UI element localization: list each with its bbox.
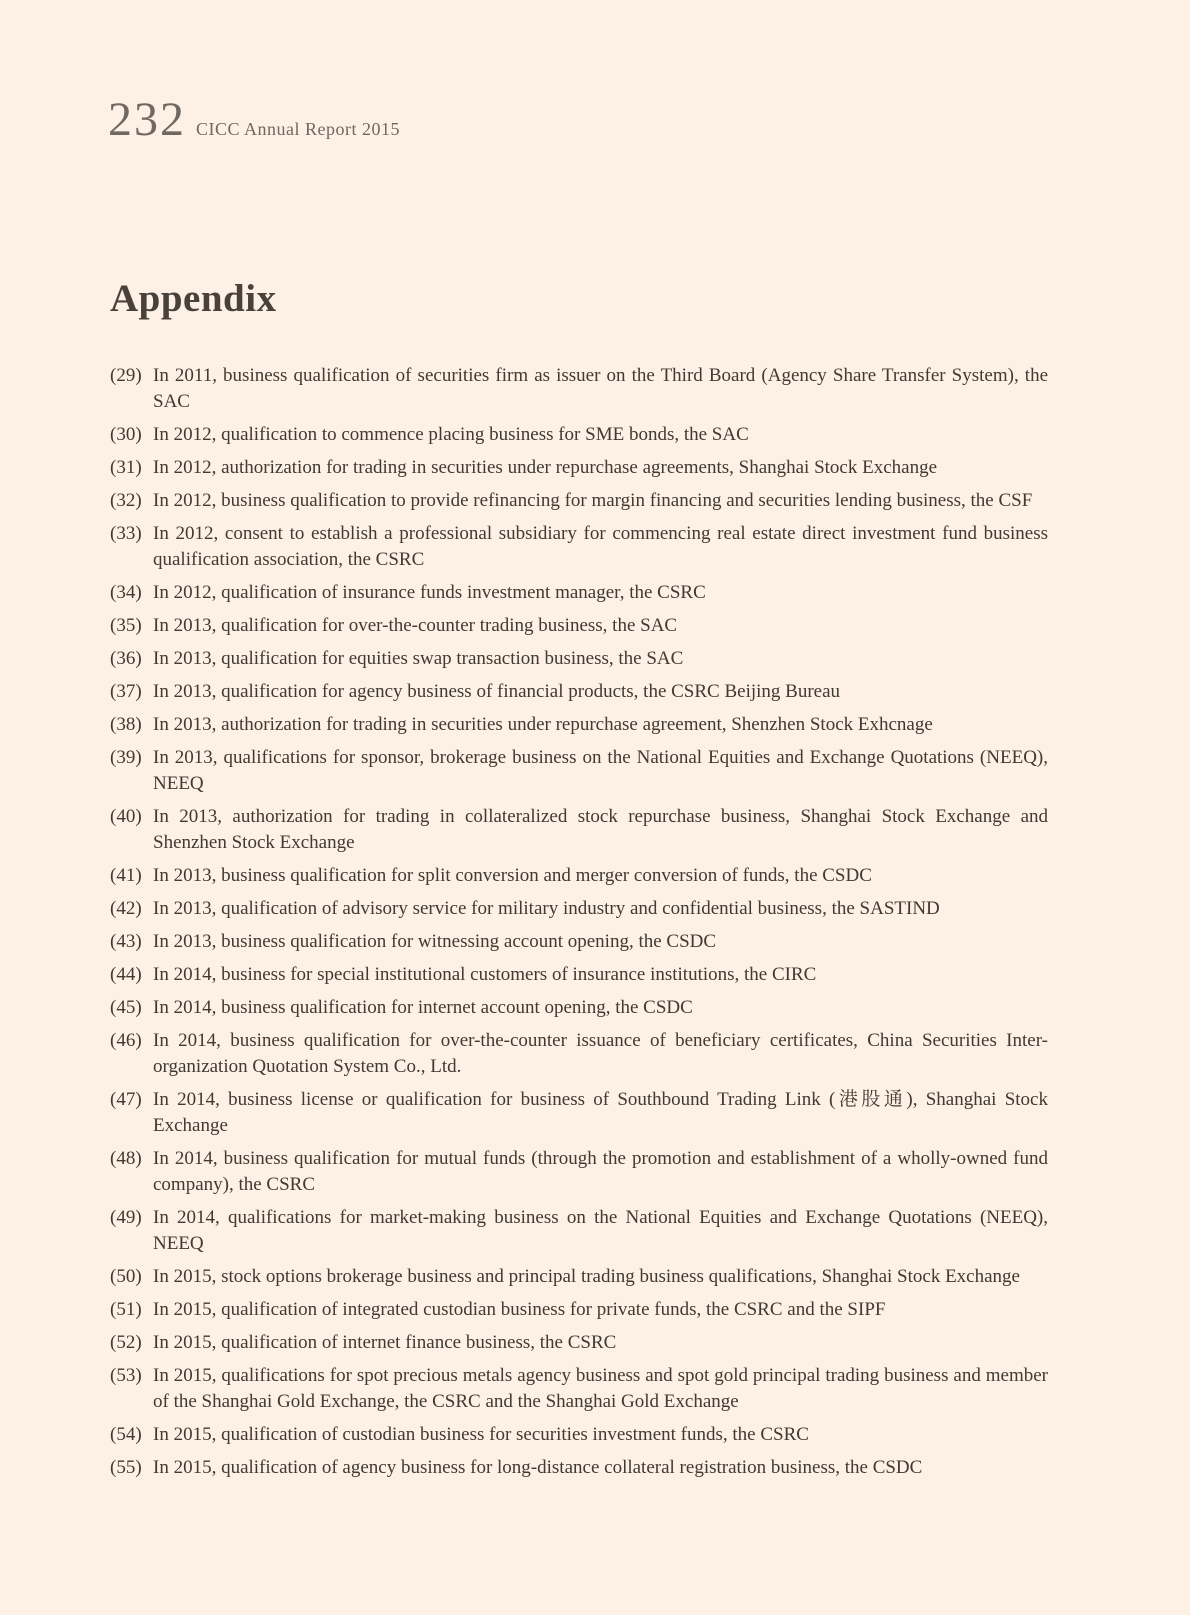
list-item (110, 1330, 1048, 1356)
list-item (110, 422, 1048, 448)
item-text: In 2013, qualification for over-the-counter trading business, the SAC (153, 615, 678, 636)
list-item (110, 962, 1048, 988)
list-item (110, 1146, 1048, 1198)
item-text: In 2013, qualification for agency business of financial products, the CSRC Beijing Bureau (153, 681, 841, 702)
list-item (110, 488, 1048, 514)
item-text: In 2012, qualification of insurance funds investment manager, the CSRC (153, 582, 706, 603)
item-text: In 2015, qualification of integrated custodian business for private funds, the CSRC and the SIPF (153, 1299, 886, 1320)
list-item (110, 745, 1048, 797)
item-text: In 2012, qualification to commence placing business for SME bonds, the SAC (153, 424, 749, 445)
item-text: In 2014, business qualification for internet account opening, the CSDC (153, 997, 693, 1018)
appendix-list (110, 363, 1048, 1488)
list-item (110, 929, 1048, 955)
item-number: (45) (110, 997, 142, 1018)
page-number: 232 (108, 93, 186, 146)
item-number: (44) (110, 964, 142, 985)
item-text: In 2014, business qualification for over-the-counter issuance of beneficiary certificates, China Securities Inter-organization Quotation System Co., Ltd. (153, 1030, 1048, 1077)
item-number: (48) (110, 1148, 142, 1169)
item-text: In 2011, business qualification of securities firm as issuer on the Third Board (Agency Share Transfer System), the SAC (153, 365, 1048, 412)
item-text: In 2013, authorization for trading in collateralized stock repurchase business, Shanghai Stock Exchange and Shenzhen Stock Exchange (153, 806, 1048, 853)
item-number: (29) (110, 365, 142, 386)
page-header (108, 93, 400, 146)
list-item (110, 363, 1048, 415)
item-text: In 2012, authorization for trading in securities under repurchase agreements, Shanghai Stock Exchange (153, 457, 938, 478)
item-number: (35) (110, 615, 142, 636)
item-text: In 2015, qualifications for spot precious metals agency business and spot gold principal trading business and member of the Shanghai Gold Exchange, the CSRC and the Shanghai Gold Exchange (153, 1365, 1048, 1412)
item-text: In 2013, qualification for equities swap transaction business, the SAC (153, 648, 684, 669)
item-number: (52) (110, 1332, 142, 1353)
item-number: (49) (110, 1207, 142, 1228)
list-item (110, 863, 1048, 889)
page-title: Appendix (110, 277, 277, 320)
item-number: (51) (110, 1299, 142, 1320)
item-number: (30) (110, 424, 142, 445)
list-item (110, 1455, 1048, 1481)
item-number: (36) (110, 648, 142, 669)
item-text: In 2013, qualifications for sponsor, brokerage business on the National Equities and Exchange Quotations (NEEQ), NEEQ (153, 747, 1048, 794)
item-number: (32) (110, 490, 142, 511)
item-number: (34) (110, 582, 142, 603)
item-text: In 2015, qualification of custodian business for securities investment funds, the CSRC (153, 1424, 809, 1445)
list-item (110, 804, 1048, 856)
item-text: In 2013, business qualification for split conversion and merger conversion of funds, the CSDC (153, 865, 872, 886)
item-text: In 2012, business qualification to provide refinancing for margin financing and securities lending business, the CSF (153, 490, 1033, 511)
list-item (110, 521, 1048, 573)
list-item (110, 455, 1048, 481)
item-text: In 2015, qualification of agency business for long-distance collateral registration business, the CSDC (153, 1457, 923, 1478)
item-number: (38) (110, 714, 142, 735)
list-item (110, 1028, 1048, 1080)
list-item (110, 1205, 1048, 1257)
item-number: (55) (110, 1457, 142, 1478)
item-number: (43) (110, 931, 142, 952)
list-item (110, 679, 1048, 705)
item-text: In 2015, qualification of internet finance business, the CSRC (153, 1332, 617, 1353)
item-text: In 2015, stock options brokerage business and principal trading business qualifications, Shanghai Stock Exchange (153, 1266, 1020, 1287)
list-item (110, 1297, 1048, 1323)
list-item (110, 613, 1048, 639)
list-item (110, 995, 1048, 1021)
list-item (110, 646, 1048, 672)
item-number: (31) (110, 457, 142, 478)
item-number: (53) (110, 1365, 142, 1386)
item-number: (33) (110, 523, 142, 544)
item-number: (54) (110, 1424, 142, 1445)
item-text: In 2013, business qualification for witnessing account opening, the CSDC (153, 931, 717, 952)
list-item (110, 1363, 1048, 1415)
item-number: (46) (110, 1030, 142, 1051)
list-item (110, 1264, 1048, 1290)
item-number: (37) (110, 681, 142, 702)
item-number: (50) (110, 1266, 142, 1287)
list-item (110, 896, 1048, 922)
list-item (110, 1087, 1048, 1139)
item-text: In 2014, business license or qualification for business of Southbound Trading Link (港股通), Shanghai Stock Exchange (153, 1089, 1048, 1136)
item-text: In 2013, qualification of advisory service for military industry and confidential business, the SASTIND (153, 898, 940, 919)
item-text: In 2012, consent to establish a professional subsidiary for commencing real estate direct investment fund business qualification association, the CSRC (153, 523, 1048, 570)
list-item (110, 580, 1048, 606)
item-text: In 2014, qualifications for market-making business on the National Equities and Exchange Quotations (NEEQ), NEEQ (153, 1207, 1048, 1254)
item-text: In 2014, business for special institutional customers of insurance institutions, the CIRC (153, 964, 817, 985)
item-number: (40) (110, 806, 142, 827)
list-item (110, 712, 1048, 738)
item-number: (47) (110, 1089, 142, 1110)
report-title: CICC Annual Report 2015 (196, 119, 400, 139)
item-number: (41) (110, 865, 142, 886)
item-text: In 2014, business qualification for mutual funds (through the promotion and establishment of a wholly-owned fund company), the CSRC (153, 1148, 1048, 1195)
item-number: (42) (110, 898, 142, 919)
list-item (110, 1422, 1048, 1448)
item-number: (39) (110, 747, 142, 768)
item-text: In 2013, authorization for trading in securities under repurchase agreement, Shenzhen Stock Exhcnage (153, 714, 933, 735)
